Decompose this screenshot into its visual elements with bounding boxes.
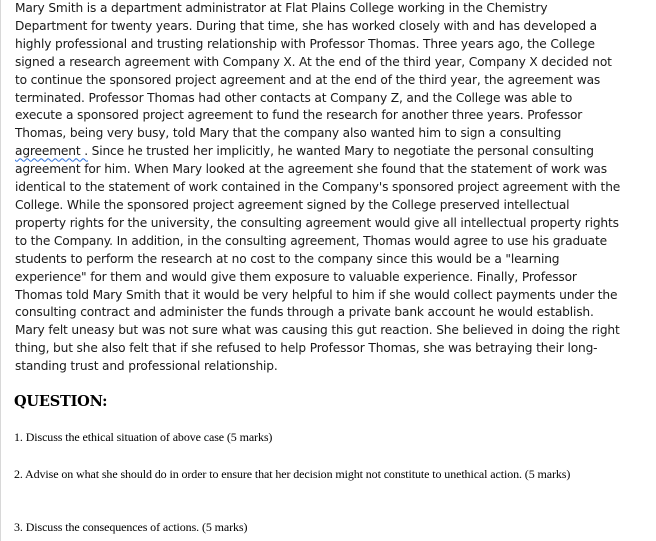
case-text-part-1: Mary Smith is a department administrator at Flat Plains College working in the Chemistry Department for twenty years. During that time, she has worked closely with and has developed a highly professional and trusting relationship with Professor Thomas. Three years ago, the College signed a research agreement with Company X. At the end of the third year, Company X decided not to continue the sponsored project agreement and at the end of the third year, the agreement was terminated. Professor Thomas had other contacts at Company Z, and the College was able to execute a sponsored project agreement to fund the research for another three years. Professor Thomas, being very busy, told Mary that the company also wanted him to sign a consulting: [15, 1, 612, 141]
question-1: 1. Discuss the ethical situation of above case (5 marks): [14, 430, 273, 444]
case-paragraph: [15, 0, 622, 376]
spellcheck-flagged-word[interactable]: agreement .: [15, 144, 88, 159]
question-heading: QUESTION:: [14, 393, 108, 410]
case-text-part-2: Since he trusted her implicitly, he wanted Mary to negotiate the personal consulting agreement for him. When Mary looked at the agreement she found that the statement of work was identical to the statement of work contained in the Company's sponsored project agreement with the College. While the sponsored project agreement signed by the College preserved intellectual property rights for the university, the consulting agreement would give all intellectual property rights to the Company. In addition, in the consulting agreement, Thomas would agree to use his graduate students to perform the research at no cost to the company since this would be a "learning experience" for them and would give them exposure to valuable experience. Finally, Professor Thomas told Mary Smith that it would be very helpful to him if she would collect payments under the consulting contract and administer the funds through a private bank account he would establish. Mary felt uneasy but was not sure what was causing this gut reaction. She believed in doing the right thing, but she also felt that if she refused to help Professor Thomas, she was betraying their long-standing trust and professional relationship.: [15, 144, 621, 374]
question-2: 2. Advise on what she should do in order to ensure that her decision might not constitute to unethical action. (5 marks): [14, 467, 571, 481]
question-3: 3. Discuss the consequences of actions. (5 marks): [14, 520, 248, 534]
